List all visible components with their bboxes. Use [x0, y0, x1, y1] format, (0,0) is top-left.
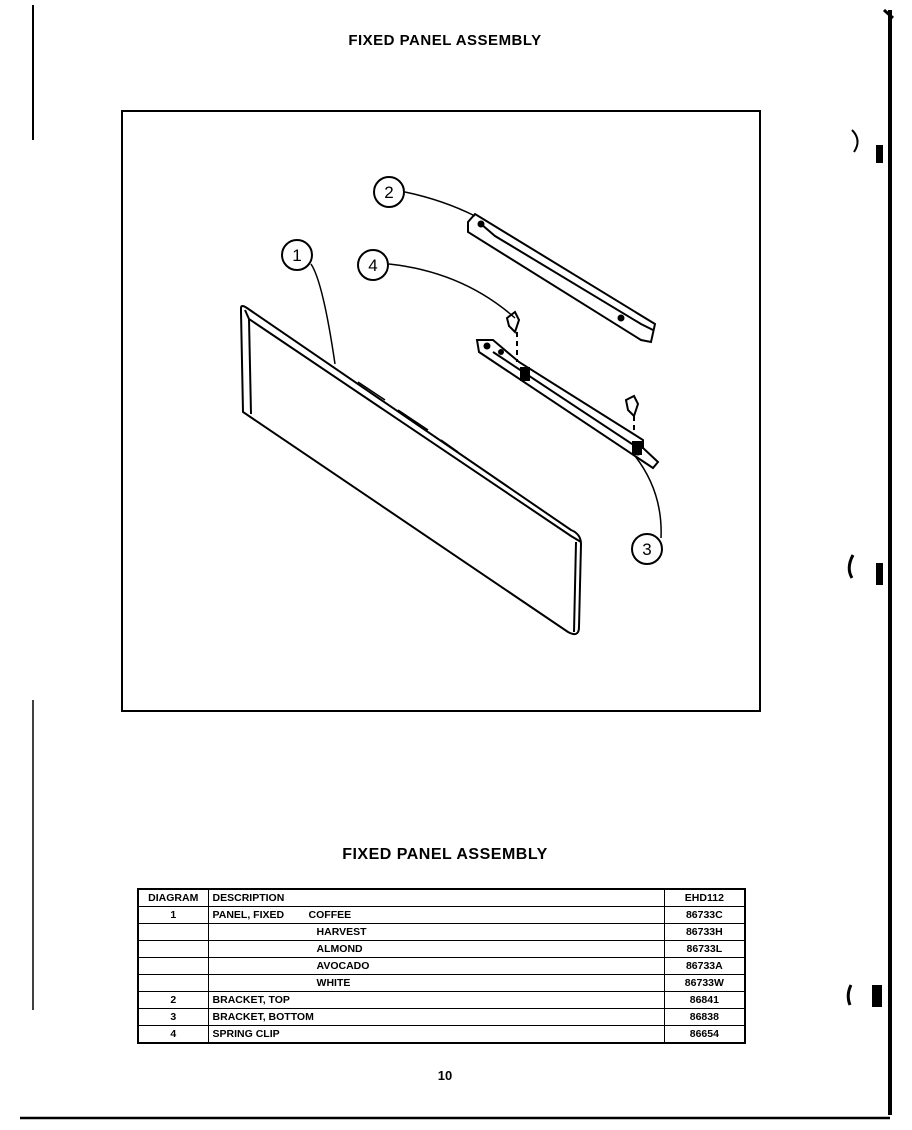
table-header-row [138, 889, 745, 907]
callout-4 [358, 250, 388, 280]
row-description: BRACKET, TOP [208, 992, 664, 1009]
row-diagram: 4 [138, 1026, 208, 1044]
row-description [208, 907, 664, 924]
svg-text:1: 1 [292, 246, 302, 265]
table-row [138, 907, 745, 924]
row-variant: HARVEST [208, 924, 664, 941]
svg-text:4: 4 [368, 256, 378, 275]
row-part-number: 86654 [664, 1026, 745, 1044]
row-part-number: 86733W [664, 975, 745, 992]
callout-2 [374, 177, 404, 207]
row-variant: ALMOND [208, 941, 664, 958]
parts-table [137, 888, 746, 1044]
row-part-number: 86838 [664, 1009, 745, 1026]
fixed-panel-drawing [241, 306, 581, 634]
row-diagram [138, 924, 208, 941]
row-diagram [138, 941, 208, 958]
row-description: SPRING CLIP [208, 1026, 664, 1044]
row-diagram: 2 [138, 992, 208, 1009]
page-title: FIXED PANEL ASSEMBLY [348, 32, 542, 49]
table-title: FIXED PANEL ASSEMBLY [342, 846, 548, 863]
row-part-number: 86733A [664, 958, 745, 975]
callout-3 [632, 534, 662, 564]
table-row [138, 1009, 745, 1026]
row-description-text: PANEL, FIXED [212, 909, 285, 921]
svg-text:2: 2 [384, 183, 394, 202]
row-part-number: 86733H [664, 924, 745, 941]
row-variant: COFFEE [308, 909, 352, 921]
row-diagram [138, 958, 208, 975]
row-part-number: 86841 [664, 992, 745, 1009]
table-row [138, 941, 745, 958]
row-diagram: 1 [138, 907, 208, 924]
page-number: 10 [437, 1068, 453, 1083]
table-row [138, 924, 745, 941]
header-diagram: DIAGRAM [138, 889, 208, 907]
table-row [138, 992, 745, 1009]
table-row [138, 958, 745, 975]
callout-1 [282, 240, 312, 270]
svg-text:3: 3 [642, 540, 652, 559]
row-diagram [138, 975, 208, 992]
exploded-diagram [121, 110, 761, 712]
row-part-number: 86733C [664, 907, 745, 924]
row-variant: WHITE [208, 975, 664, 992]
row-diagram: 3 [138, 1009, 208, 1026]
table-row [138, 1026, 745, 1044]
row-variant: AVOCADO [208, 958, 664, 975]
row-part-number: 86733L [664, 941, 745, 958]
header-model: EHD112 [664, 889, 745, 907]
top-bracket-drawing [468, 214, 655, 342]
table-row [138, 975, 745, 992]
header-description: DESCRIPTION [208, 889, 664, 907]
row-description: BRACKET, BOTTOM [208, 1009, 664, 1026]
